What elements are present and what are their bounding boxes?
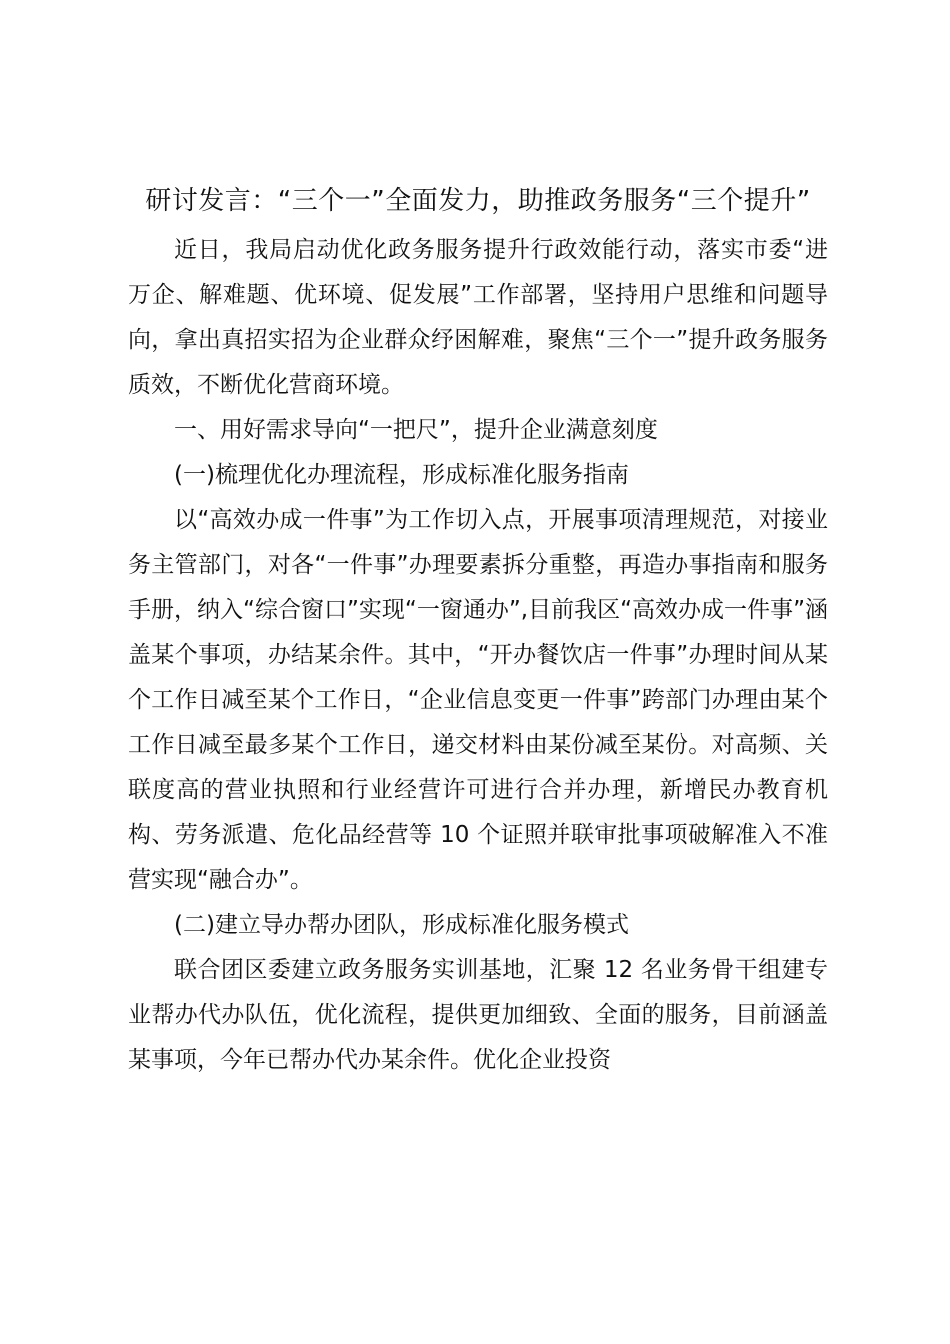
- subsection-2-paragraph: 联合团区委建立政务服务实训基地，汇聚 12 名业务骨干组建专业帮办代办队伍，优化流程，提供更加细致、全面的服务，目前涵盖某事项，今年已帮办代办某余件。优化企业投资: [128, 957, 828, 1073]
- subsection-heading-2: (二)建立导办帮办团队，形成标准化服务模式: [174, 912, 629, 938]
- document-title: 研讨发言：“三个一”全面发力，助推政务服务“三个提升”: [145, 186, 811, 216]
- intro-paragraph: 近日，我局启动优化政务服务提升行政效能行动，落实市委“进万企、解难题、优环境、促发展”工作部署，坚持用户思维和问题导向，拿出真招实招为企业群众纾困解难，聚焦“三个一”提升政务服务质效，不断优化营商环境。: [128, 237, 828, 398]
- subsection-heading-1: (一)梳理优化办理流程，形成标准化服务指南: [174, 462, 629, 488]
- document-body: [128, 178, 828, 1083]
- section-heading-1: 一、用好需求导向“一把尺”，提升企业满意刻度: [174, 417, 658, 443]
- subsection-1-paragraph: 以“高效办成一件事”为工作切入点，开展事项清理规范，对接业务主管部门，对各“一件事”办理要素拆分重整，再造办事指南和服务手册，纳入“综合窗口”实现“一窗通办”,目前我区“高效办成一件事”涵盖某个事项，办结某余件。其中，“开办餐饮店一件事”办理时间从某个工作日减至某个工作日，“企业信息变更一件事”跨部门办理由某个工作日减至最多某个工作日，递交材料由某份减至某份。对高频、关联度高的营业执照和行业经营许可进行合并办理，新增民办教育机构、劳务派遣、危化品经营等 10 个证照并联审批事项破解准入不准营实现“融合办”。: [128, 507, 828, 893]
